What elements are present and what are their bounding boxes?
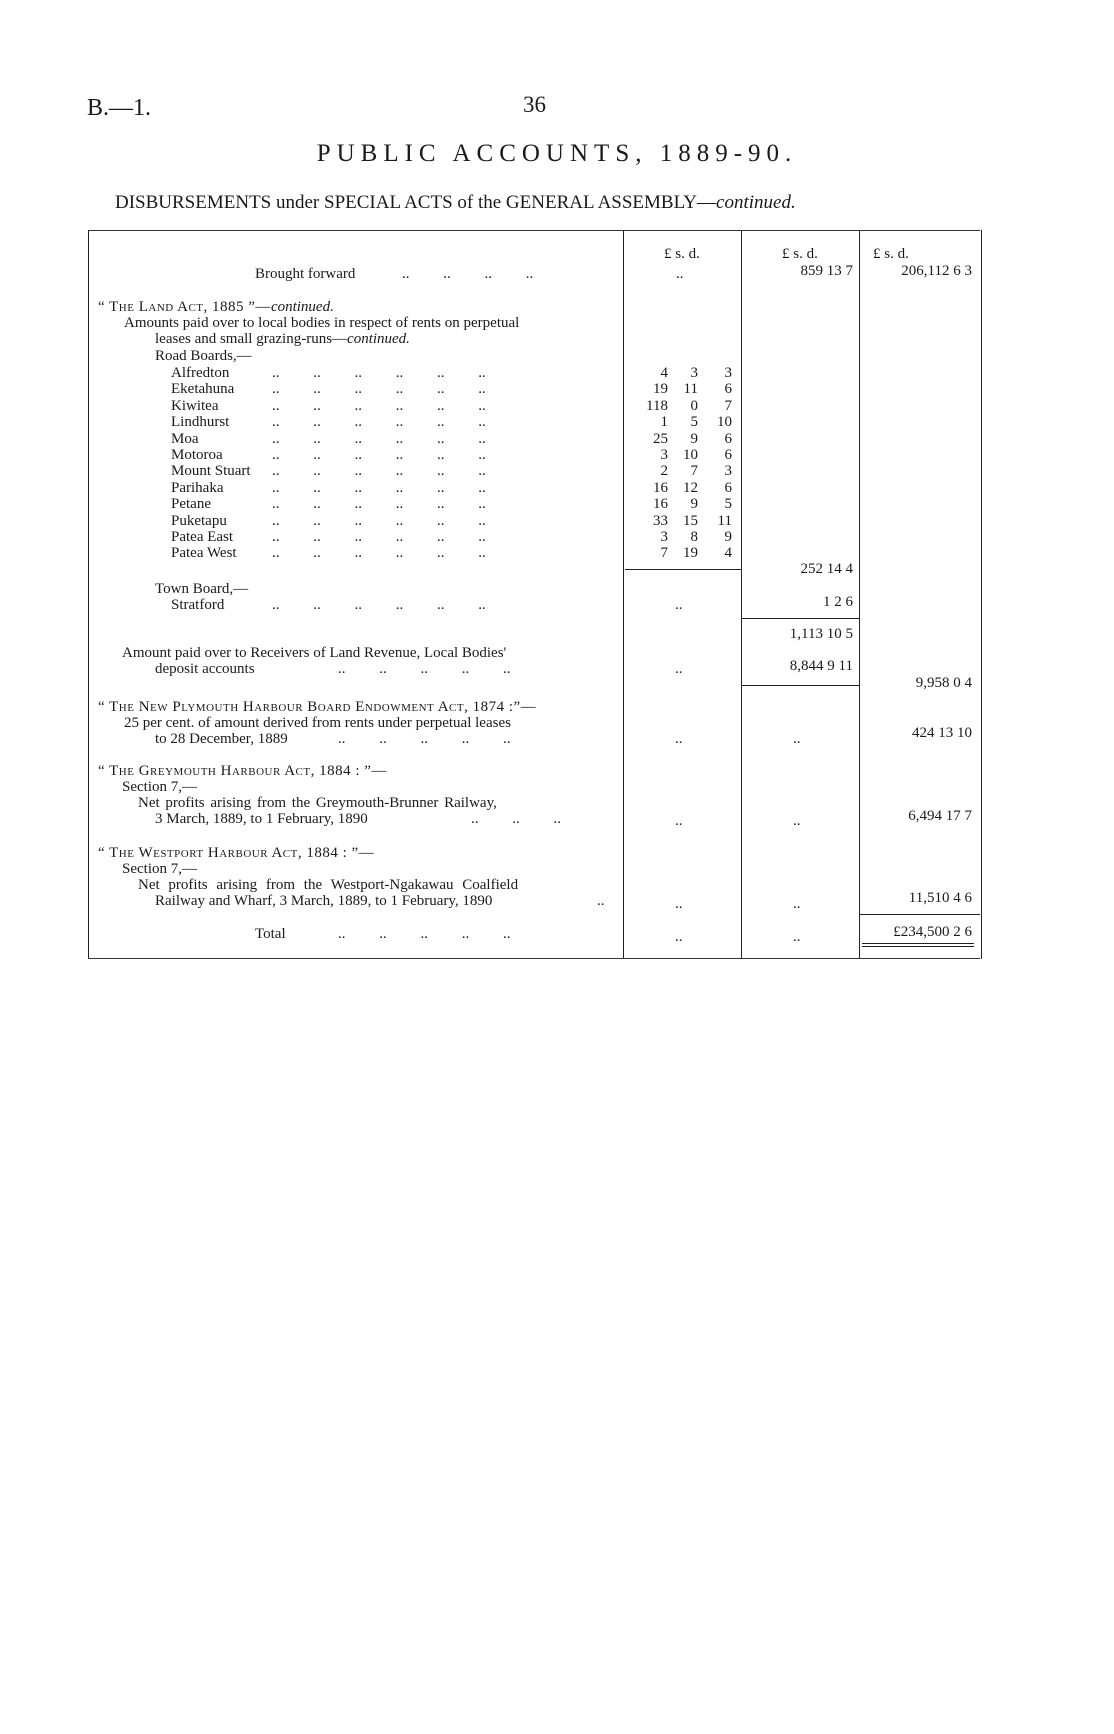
col2-currency-header: £ s. d. [782, 246, 818, 262]
new-plymouth-heading: “ The New Plymouth Harbour Board Endowment Act, 1874 :”— [98, 699, 537, 715]
road-board-name: Patea West [171, 545, 237, 561]
land-act-desc-line2-text: leases and small grazing-runs— [155, 331, 348, 347]
westport-section: Section 7,— [122, 861, 197, 877]
grand-total-rule-1 [862, 943, 974, 944]
road-board-pounds: 2 [660, 463, 668, 479]
road-board-pence: 6 [724, 381, 732, 397]
road-board-pence: 3 [724, 365, 732, 381]
road-board-shillings: 11 [683, 381, 698, 397]
total-col2: .. [793, 929, 801, 945]
road-board-pence: 6 [724, 447, 732, 463]
road-board-name: Mount Stuart [171, 463, 251, 479]
road-boards-subtotal-rule [625, 569, 741, 570]
leader-dots: .. .. .. .. .. .. [272, 529, 486, 545]
total-top-rule [860, 914, 980, 915]
road-board-name: Petane [171, 496, 211, 512]
road-board-pence: 9 [724, 529, 732, 545]
road-board-pence: 5 [724, 496, 732, 512]
road-board-shillings: 5 [690, 414, 698, 430]
receivers-col2: 8,844 9 11 [789, 658, 853, 674]
road-board-shillings: 7 [690, 463, 698, 479]
road-board-pence: 7 [724, 398, 732, 414]
new-plymouth-col2: .. [793, 731, 801, 747]
new-plymouth-col1: .. [675, 731, 683, 747]
road-board-pounds: 25 [653, 431, 668, 447]
road-board-pence: 6 [724, 480, 732, 496]
road-board-pence: 3 [724, 463, 732, 479]
greymouth-section: Section 7,— [122, 779, 197, 795]
road-board-pounds: 16 [653, 480, 668, 496]
new-plymouth-line1: 25 per cent. of amount derived from rents under perpetual leases [124, 715, 511, 731]
column-divider-2 [741, 230, 742, 958]
new-plymouth-col3: 424 13 10 [912, 725, 972, 741]
page-title: PUBLIC ACCOUNTS, 1889-90. [316, 140, 798, 167]
road-board-pounds: 3 [660, 529, 668, 545]
land-act-subtotal: 1,113 10 5 [789, 626, 853, 642]
road-board-pence: 4 [724, 545, 732, 561]
land-act-desc-line1: Amounts paid over to local bodies in respect of rents on perpetual [124, 315, 520, 331]
total-label: Total [255, 926, 286, 942]
greymouth-line2: 3 March, 1889, to 1 February, 1890 [155, 811, 368, 827]
land-act-heading-text: “ The Land Act, 1885 ”— [98, 299, 271, 315]
receivers-line2: deposit accounts [155, 661, 255, 677]
road-board-shillings: 9 [690, 431, 698, 447]
page-code: B.—1. [87, 95, 152, 121]
road-board-shillings: 9 [690, 496, 698, 512]
col1-currency-header: £ s. d. [664, 246, 700, 262]
town-board-name: Stratford [171, 597, 225, 613]
receivers-line1: Amount paid over to Receivers of Land Revenue, Local Bodies' [122, 645, 507, 661]
road-board-pounds: 118 [646, 398, 668, 414]
road-board-pence: 10 [717, 414, 732, 430]
col3-currency-header: £ s. d. [873, 246, 909, 262]
new-plymouth-line2: to 28 December, 1889 [155, 731, 288, 747]
greymouth-col3: 6,494 17 7 [908, 808, 972, 824]
road-board-shillings: 8 [690, 529, 698, 545]
road-board-name: Puketapu [171, 513, 227, 529]
westport-line1: Net profits arising from the Westport-Ngakawau Coalfield [138, 877, 519, 893]
greymouth-col1: .. [675, 813, 683, 829]
leader-dots: .. .. .. .. .. .. [272, 496, 486, 512]
road-boards-total: 252 14 4 [800, 561, 853, 577]
leader-dots: .. .. .. .. .. [338, 926, 511, 942]
subtotal-rule [742, 618, 859, 619]
subtitle-text: DISBURSEMENTS under SPECIAL ACTS of the GENERAL ASSEMBLY— [115, 192, 717, 213]
road-board-pounds: 3 [660, 447, 668, 463]
column-divider-1 [623, 230, 624, 958]
road-board-name: Alfredton [171, 365, 230, 381]
subtitle-continued: continued. [716, 192, 796, 213]
road-board-shillings: 10 [683, 447, 698, 463]
leader-dots: .. .. .. .. .. .. [272, 398, 486, 414]
leader-dots: .. .. .. .. .. .. [272, 431, 486, 447]
road-board-pounds: 16 [653, 496, 668, 512]
leader-dots: .. .. .. .. .. [338, 661, 511, 677]
brought-forward-label: Brought forward [255, 266, 356, 282]
road-board-pounds: 33 [653, 513, 668, 529]
road-board-pounds: 1 [660, 414, 668, 430]
town-board-col1: .. [675, 597, 683, 613]
road-board-shillings: 12 [683, 480, 698, 496]
greymouth-heading: “ The Greymouth Harbour Act, 1884 : ”— [98, 763, 387, 779]
receivers-rule [742, 685, 859, 686]
westport-col3: 11,510 4 6 [908, 890, 972, 906]
land-act-desc-line2 [155, 331, 410, 347]
land-act-desc-cont: continued. [347, 331, 410, 347]
leader-dots: .. .. .. .. .. .. [272, 381, 486, 397]
leader-dots: .. [597, 893, 605, 909]
grand-total-rule-2 [862, 946, 974, 947]
leader-dots: .. .. .. .. .. .. [272, 545, 486, 561]
westport-line2: Railway and Wharf, 3 March, 1889, to 1 February, 1890 [155, 893, 493, 909]
road-board-pounds: 19 [653, 381, 668, 397]
road-board-shillings: 15 [683, 513, 698, 529]
table-bottom-rule [88, 958, 980, 959]
leader-dots: .. .. .. .. [402, 266, 534, 282]
greymouth-line1: Net profits arising from the Greymouth-Brunner Railway, [138, 795, 497, 811]
road-board-pounds: 7 [660, 545, 668, 561]
road-board-name: Kiwitea [171, 398, 219, 414]
grand-total: £234,500 2 6 [893, 924, 972, 940]
road-board-pounds: 4 [660, 365, 668, 381]
total-col1: .. [675, 929, 683, 945]
road-board-pence: 6 [724, 431, 732, 447]
road-board-shillings: 0 [690, 398, 698, 414]
westport-col1: .. [675, 896, 683, 912]
road-board-name: Eketahuna [171, 381, 235, 397]
greymouth-col2: .. [793, 813, 801, 829]
leader-dots: .. .. .. .. .. .. [272, 480, 486, 496]
column-divider-3 [859, 230, 860, 958]
road-board-shillings: 19 [683, 545, 698, 561]
town-board-col2: 1 2 6 [823, 594, 853, 610]
road-boards-label: Road Boards,— [155, 348, 252, 364]
receivers-col1: .. [675, 661, 683, 677]
page-subtitle [115, 192, 796, 214]
leader-dots: .. .. .. .. .. .. [272, 597, 486, 613]
town-board-label: Town Board,— [155, 581, 249, 597]
westport-col2: .. [793, 896, 801, 912]
leader-dots: .. .. .. .. .. .. [272, 414, 486, 430]
road-board-shillings: 3 [690, 365, 698, 381]
land-act-total: 9,958 0 4 [915, 675, 972, 691]
land-act-heading [98, 299, 334, 315]
leader-dots: .. .. .. [471, 811, 561, 827]
road-board-pence: 11 [717, 513, 732, 529]
leader-dots: .. .. .. .. .. .. [272, 513, 486, 529]
westport-heading: “ The Westport Harbour Act, 1884 : ”— [98, 845, 375, 861]
leader-dots: .. .. .. .. .. .. [272, 463, 486, 479]
leader-dots: .. .. .. .. .. .. [272, 365, 486, 381]
brought-forward-col3: 206,112 6 3 [901, 263, 972, 279]
page-number: 36 [523, 92, 546, 117]
leader-dots: .. .. .. .. .. .. [272, 447, 486, 463]
leader-dots: .. .. .. .. .. [338, 731, 511, 747]
road-board-name: Lindhurst [171, 414, 230, 430]
brought-forward-col2: 859 13 7 [800, 263, 853, 279]
road-board-name: Parihaka [171, 480, 224, 496]
road-board-name: Motoroa [171, 447, 223, 463]
road-board-name: Patea East [171, 529, 234, 545]
brought-forward-col1: .. [676, 266, 684, 282]
road-board-name: Moa [171, 431, 199, 447]
land-act-heading-cont: continued. [270, 299, 334, 315]
